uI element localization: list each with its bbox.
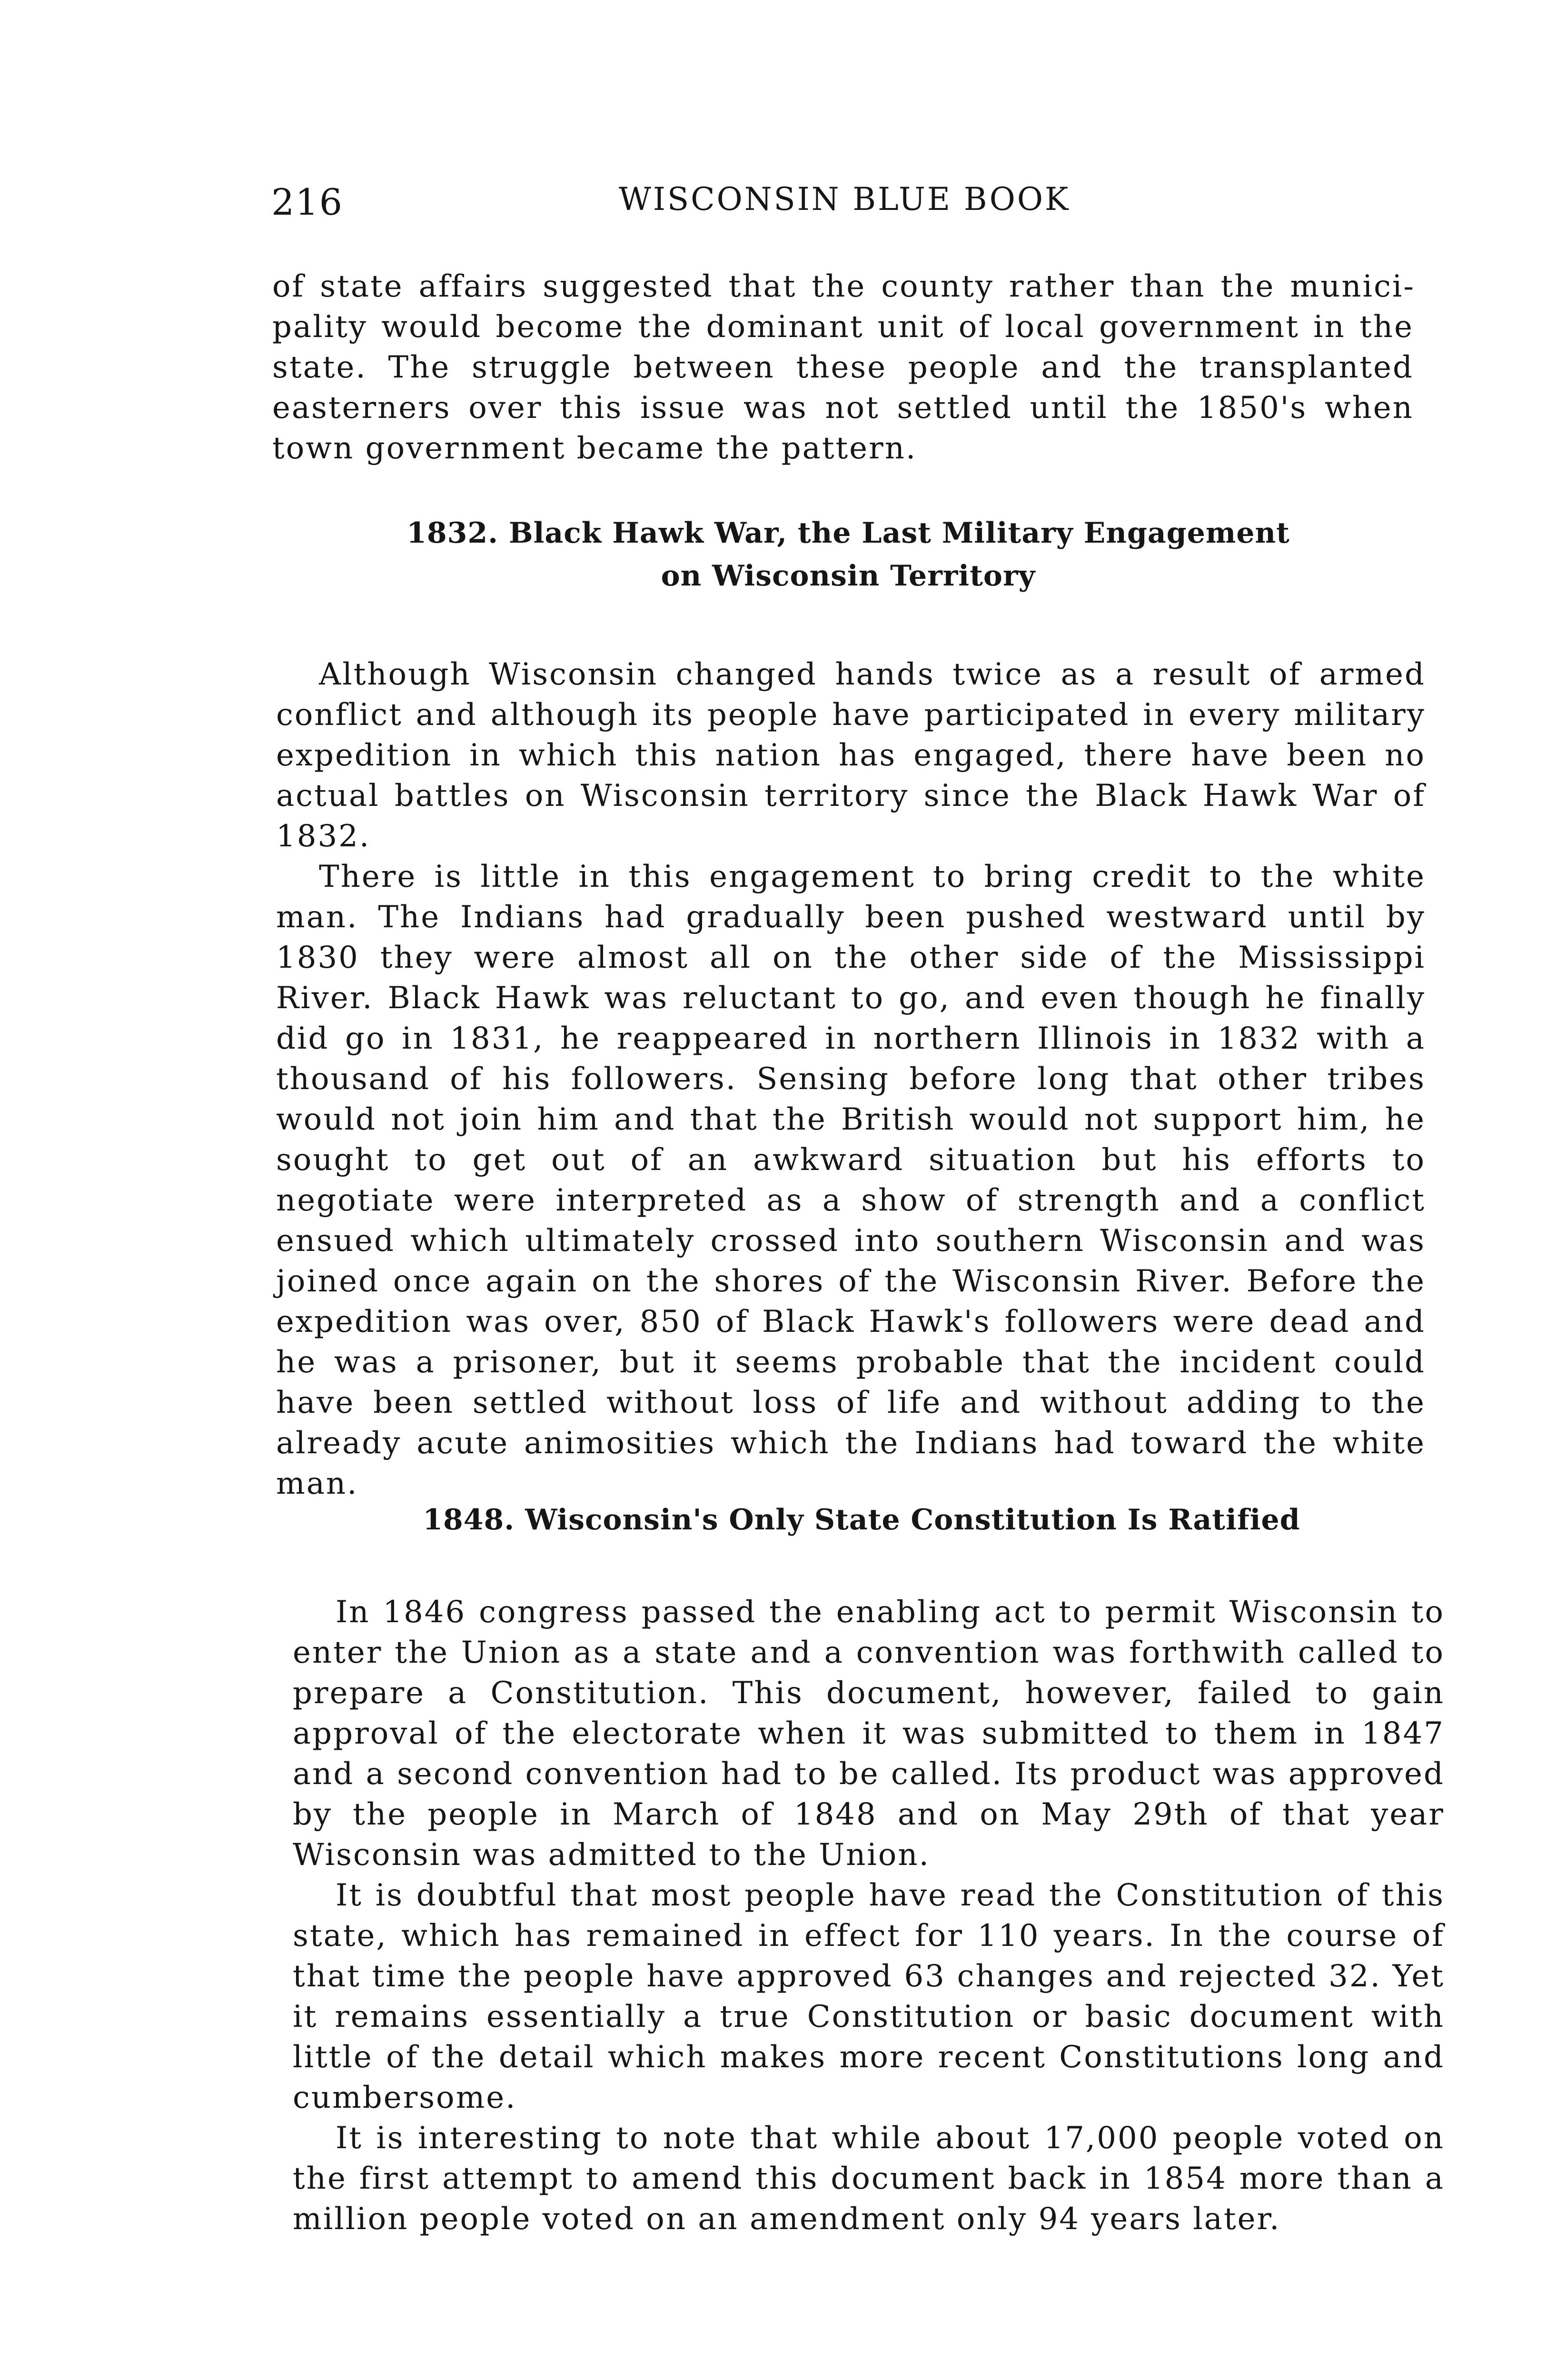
section-1832-body: [276, 654, 1426, 1504]
page-number: 216: [271, 181, 344, 223]
section-heading-1832-line2: on Wisconsin Territory: [661, 559, 1036, 593]
section-1832-paragraph: There is little in this engagement to bring credit to the white man. The Indians had gradually been pushed westward until by 1830 they were almost all on the other side of the Mississippi River. Black Hawk was reluctant to go, and even though he finally did go in 1831, he reappeared in northern Illinois in 1832 with a thousand of his followers. Sensing before long that other tribes would not join him and that the British would not support him, he sought to get out of an awkward situation but his efforts to negotiate were interpreted as a show of strength and a conflict ensued which ultimately crossed into southern Wisconsin and was joined once again on the shores of the Wisconsin River. Before the expedition was over, 850 of Black Hawk's followers were dead and he was a prisoner, but it seems probable that the incident could have been settled without loss of life and without adding to the already acute animosities which the Indians had toward the white man.: [276, 859, 1426, 1501]
section-heading-1848: [286, 1498, 1437, 1541]
section-heading-1832: [272, 512, 1424, 597]
intro-paragraph: of state affairs suggested that the county rather than the municipality would become the dominant unit of local government in the state. The struggle between these people and the transplanted easterners over this issue was not settled until the 1850's when town government became the pattern.: [272, 269, 1414, 466]
page-header: [271, 181, 1442, 233]
section-1848-paragraph: It is doubtful that most people have read the Constitution of this state, which has remained in effect for 110 years. In the course of that time the people have approved 63 changes and rejected 32. Yet it remains essentially a true Constitution or basic document with little of the detail which makes more recent Constitutions long and cumbersome.: [293, 1878, 1445, 2115]
intro-text: [272, 267, 1414, 469]
section-1832-paragraph: Although Wisconsin changed hands twice as a result of armed conflict and although its people have participated in every military expedition in which this nation has engaged, there have been no actual battles on Wisconsin territory since the Black Hawk War of 1832.: [276, 657, 1426, 854]
running-head: WISCONSIN BLUE BOOK: [619, 181, 1070, 218]
section-1848-paragraph: It is interesting to note that while about 17,000 people voted on the first attempt to amend this document back in 1854 more than a million people voted on an amendment only 94 years later.: [293, 2121, 1445, 2237]
section-1848-paragraph: In 1846 congress passed the enabling act to permit Wisconsin to enter the Union as a state and a convention was forthwith called to prepare a Constitution. This document, however, failed to gain approval of the electorate when it was submitted to them in 1847 and a second convention had to be called. Its product was approved by the people in March of 1848 and on May 29th of that year Wisconsin was admitted to the Union.: [293, 1595, 1445, 1873]
section-heading-1848-line: 1848. Wisconsin's Only State Constitution Is Ratified: [423, 1503, 1300, 1537]
section-1848-body: [293, 1592, 1445, 2240]
section-heading-1832-line1: 1832. Black Hawk War, the Last Military Engagement: [406, 516, 1290, 550]
